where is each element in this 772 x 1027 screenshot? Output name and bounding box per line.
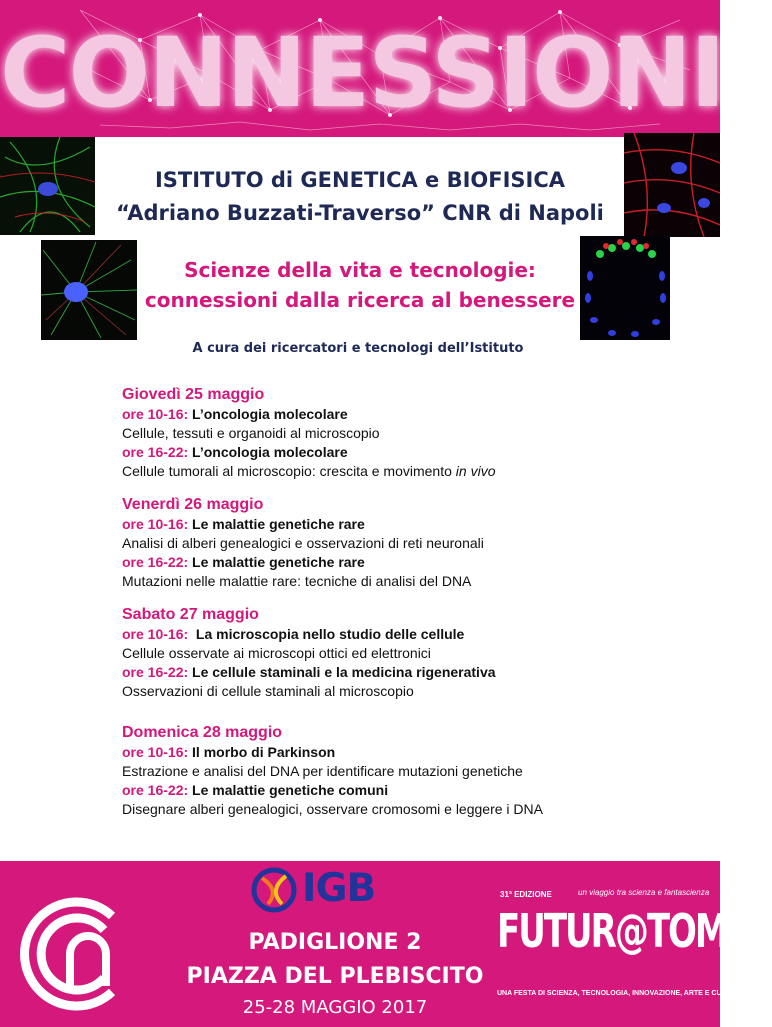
slot-heading <box>122 443 682 462</box>
slot-time: ore 16-22: <box>122 782 189 798</box>
day-title: Venerdì 26 maggio <box>122 496 264 513</box>
day-block <box>122 495 682 591</box>
slot-description-text: Cellule, tessuti e organoidi al microscopio <box>122 425 380 441</box>
day-title: Giovedì 25 maggio <box>122 386 265 403</box>
day-block <box>122 385 682 481</box>
igb-logo-text: IGB <box>302 866 376 911</box>
slot-heading <box>122 405 682 424</box>
event-dates: 25-28 MAGGIO 2017 <box>242 997 428 1018</box>
slot-description-text: Disegnare alberi genealogici, osservare cromosomi e leggere i DNA <box>122 801 543 817</box>
slot-description-text: Mutazioni nelle malattie rare: tecniche di analisi del DNA <box>122 573 472 589</box>
slot-description <box>122 424 682 443</box>
slot-description <box>122 462 682 481</box>
slot-time: ore 10-16: <box>122 626 189 642</box>
slot-description-text: Estrazione e analisi del DNA per identificare mutazioni genetiche <box>122 763 523 779</box>
slot-description-text: Cellule tumorali al microscopio: crescita e movimento <box>122 463 456 479</box>
slot-description <box>122 572 682 591</box>
venue-line-1: PADIGLIONE 2 <box>248 930 422 955</box>
slot-topic: Il morbo di Parkinson <box>188 744 336 760</box>
slot-time: ore 16-22: <box>122 444 189 460</box>
slot-description <box>122 534 682 553</box>
subtitle-line-2: connessioni dalla ricerca al benessere <box>144 288 576 312</box>
slot-topic: L’oncologia molecolare <box>188 406 348 422</box>
slot-time: ore 10-16: <box>122 744 189 760</box>
slot-description-text: Cellule osservate ai microscopi ottici ed elettronici <box>122 645 431 661</box>
day-title: Domenica 28 maggio <box>122 724 283 741</box>
day-title: Sabato 27 maggio <box>122 606 259 623</box>
institute-name: ISTITUTO di GENETICA e BIOFISICA <box>154 168 566 192</box>
slot-description <box>122 682 682 701</box>
futuro-tagline: un viaggio tra scienza e fantascienza <box>578 888 710 897</box>
futuro-edition: 31ª EDIZIONE <box>500 890 552 899</box>
futuro-remoto-logo: FUTUR@TOMER <box>497 905 772 959</box>
subtitle-line-1: Scienze della vita e tecnologie: <box>184 258 536 282</box>
slot-heading <box>122 781 682 800</box>
slot-heading <box>122 743 682 762</box>
curated-by: A cura dei ricercatori e tecnologi dell’Istituto <box>192 341 524 356</box>
institute-subname: “Adriano Buzzati-Traverso” CNR di Napoli <box>116 201 604 225</box>
slot-topic: Le malattie genetiche rare <box>188 516 365 532</box>
slot-time: ore 16-22: <box>122 664 189 680</box>
day-block <box>122 723 682 819</box>
slot-description <box>122 762 682 781</box>
slot-heading <box>122 663 682 682</box>
slot-topic: L’oncologia molecolare <box>188 444 348 460</box>
header-banner <box>0 0 724 137</box>
event-title: CONNESSIONI <box>0 17 724 129</box>
futuro-subtitle: UNA FESTA DI SCIENZA, TECNOLOGIA, INNOVAZIONE, ARTE E CULTURA <box>497 990 745 997</box>
slot-topic: La microscopia nello studio delle cellule <box>188 626 465 642</box>
slot-description-text: Osservazioni di cellule staminali al microscopio <box>122 683 414 699</box>
day-block <box>122 605 682 701</box>
slot-topic: Le malattie genetiche comuni <box>188 782 389 798</box>
slot-description-text: Analisi di alberi genealogici e osservazioni di reti neuronali <box>122 535 484 551</box>
slot-heading <box>122 515 682 534</box>
venue-line-2: PIAZZA DEL PLEBISCITO <box>186 964 484 989</box>
slot-topic: Le cellule staminali e la medicina rigenerativa <box>188 664 496 680</box>
slot-description-italic: in vivo <box>455 463 496 479</box>
slot-time: ore 16-22: <box>122 554 189 570</box>
slot-topic: Le malattie genetiche rare <box>188 554 365 570</box>
slot-time: ore 10-16: <box>122 516 189 532</box>
slot-heading <box>122 553 682 572</box>
cnr-logo-icon <box>12 894 132 1014</box>
schedule <box>122 385 682 833</box>
slot-description <box>122 800 682 819</box>
slot-time: ore 10-16: <box>122 406 189 422</box>
slot-heading <box>122 625 682 644</box>
slot-description <box>122 644 682 663</box>
